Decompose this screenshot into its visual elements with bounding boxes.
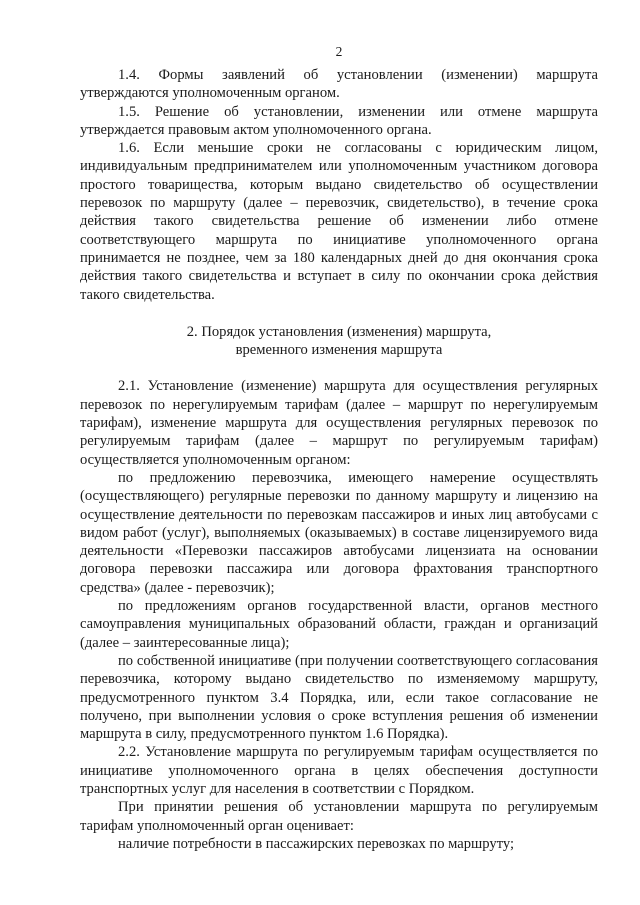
paragraph-evaluation-need: наличие потребности в пассажирских перевозках по маршруту; — [118, 835, 515, 852]
section-heading-line-2: временного изменения маршрута — [235, 342, 443, 359]
paragraph-own-initiative: по собственной инициативе (при получении соответствующего согласования перевозчика, которому выдано свидетельство по изменяемому маршруту, предусмотренного пунктом 3.4 Порядка, или, если такое согласование не получено, при выполнении условия о сроке вступления решения об изменении маршрута в силу, предусмотренного пунктом 1.6 Порядка). — [80, 652, 598, 743]
paragraph-carrier-proposal: по предложению перевозчика, имеющего намерение осуществлять (осуществляющего) регулярные перевозки по данному маршруту и лицензию на осуществление деятельности по перевозкам пассажиров и иных лиц автобусами с видом работ (услуг), выполняемых (оказываемых) в составе лицензируемого вида деятельности «Перевозки пассажиров автобусами лицензиата на основании договора перевозки пассажира или договора фрахтования транспортного средства» (далее - перевозчик); — [80, 469, 598, 596]
paragraph-2-2: 2.2. Установление маршрута по регулируемым тарифам осуществляется по инициативе уполномоченного органа в целях обеспечения доступности транспортных услуг для населения в соответствии с Порядком. — [80, 744, 598, 797]
page-number: 2 — [335, 44, 343, 59]
paragraph-2-1: 2.1. Установление (изменение) маршрута для осуществления регулярных перевозок по нерегулируемым тарифам (далее – маршрут по нерегулируемым тарифам), изменение маршрута для осуществления регулярных перевозок по регулируемым тарифам (далее – маршрут по регулируемым тарифам) осуществляется уполномоченным органом: — [80, 378, 598, 468]
paragraph-1-4: 1.4. Формы заявлений об установлении (изменении) маршрута утверждаются уполномоченным органом. — [80, 67, 598, 102]
paragraph-1-6: 1.6. Если меньшие сроки не согласованы с юридическим лицом, индивидуальным предпринимателем или уполномоченным участником договора простого товарищества, которым выдано свидетельство об осуществлении перевозок по маршруту (далее – перевозчик, свидетельство), в течение срока действия такого свидетельства решение об изменении либо отмене соответствующего маршрута по инициативе уполномоченного органа принимается не позднее, чем за 180 календарных дней до дня окончания срока действия такого свидетельства и вступает в силу по окончании срока действия такого свидетельства. — [80, 140, 598, 303]
section-heading-line-1: 2. Порядок установления (изменения) маршрута, — [186, 323, 492, 340]
section-heading — [80, 323, 598, 360]
paragraph-authorities-proposal: по предложениям органов государственной власти, органов местного самоуправления муниципальных образований области, граждан и организаций (далее – заинтересованные лица); — [80, 598, 598, 651]
paragraph-1-5: 1.5. Решение об установлении, изменении или отмене маршрута утверждается правовым актом уполномоченного органа. — [80, 103, 598, 138]
paragraph-evaluation-intro: При принятии решения об установлении маршрута по регулируемым тарифам уполномоченный орган оценивает: — [80, 799, 598, 834]
